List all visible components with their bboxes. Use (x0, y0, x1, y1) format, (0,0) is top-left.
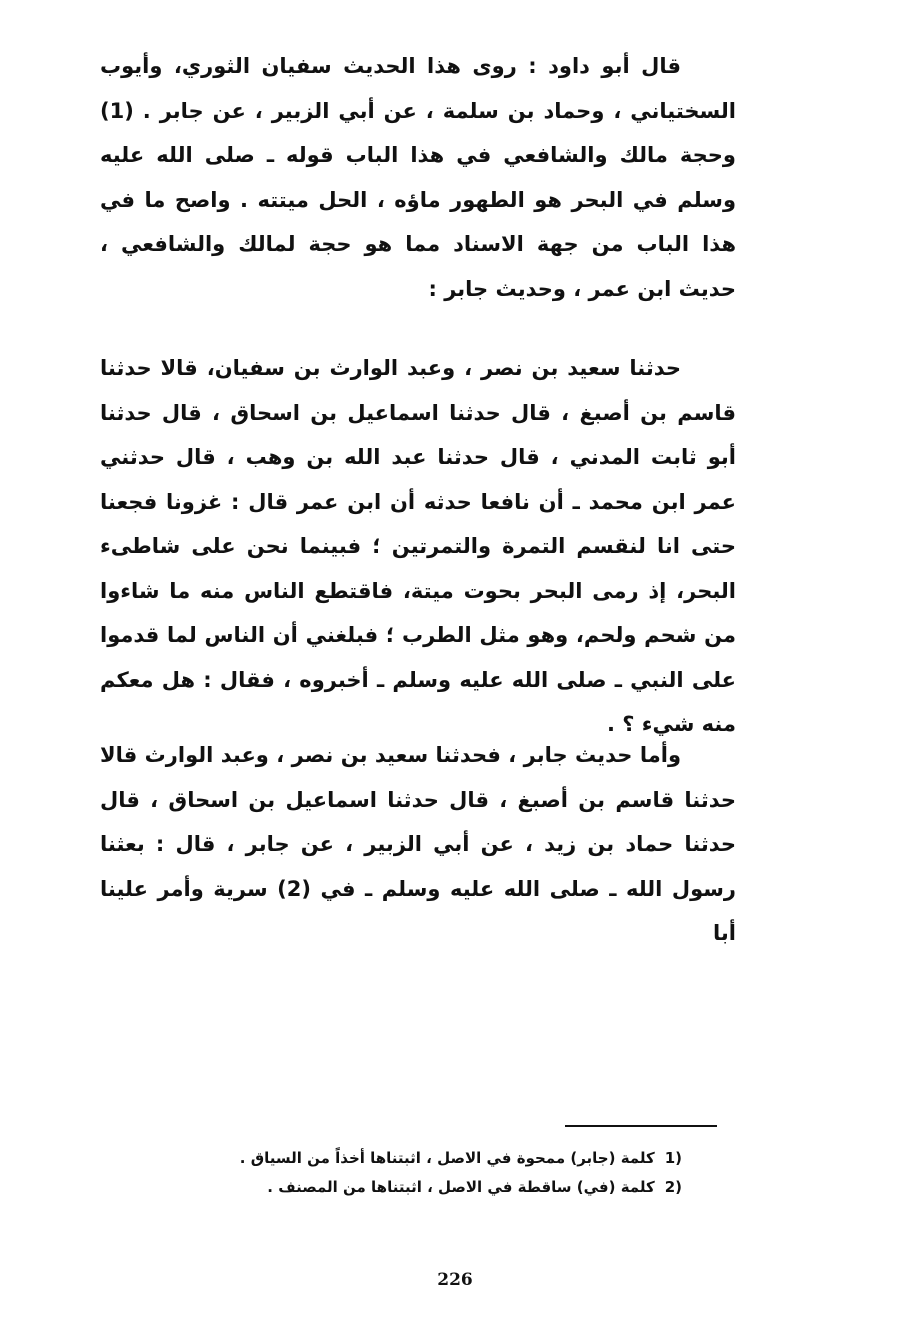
paragraph-jabir-hadith (100, 733, 736, 956)
paragraph-text: قال أبو داود : روى هذا الحديث سفيان الثوري، وأيوب السختياني ، وحماد بن سلمة ، عن أبي الزبير ، عن جابر . (1) وحجة مالك والشافعي في هذا الباب قوله ـ صلى الله عليه وسلم في البحر هو الطهور ماؤه ، الحل ميتته . واصح ما في هذا الباب من جهة الاسناد مما هو حجة لمالك والشافعي ، حديث ابن عمر ، وحديث جابر : (100, 54, 736, 301)
footnote-text: كلمة (جابر) ممحوة في الاصل ، اثبتناها أخذاً من السياق . (239, 1149, 655, 1167)
paragraph-ibn-umar-hadith (100, 346, 736, 747)
paragraph-text: وأما حديث جابر ، فحدثنا سعيد بن نصر ، وعبد الوارث قالا حدثنا قاسم بن أصبغ ، قال حدثنا اسماعيل بن اسحاق ، قال حدثنا حماد بن زيد ، عن أبي الزبير ، عن جابر ، قال : بعثنا رسول الله ـ صلى الله عليه وسلم ـ في (2) سرية وأمر علينا أبا (100, 743, 736, 945)
paragraph-text: حدثنا سعيد بن نصر ، وعبد الوارث بن سفيان، قالا حدثنا قاسم بن أصبغ ، قال حدثنا اسماعيل بن اسحاق ، قال حدثنا أبو ثابت المدني ، قال حدثنا عبد الله بن وهب ، قال حدثني عمر ابن محمد ـ أن نافعا حدثه أن ابن عمر قال : غزونا فجعنا حتى انا لنقسم التمرة والتمرتين ؛ فبينما نحن على شاطىء البحر، إذ رمى البحر بحوت ميتة، فاقتطع الناس منه ما شاءوا من شحم ولحم، وهو مثل الطرب ؛ فبلغني أن الناس لما قدموا على النبي ـ صلى الله عليه وسلم ـ أخبروه ، فقال : هل معكم منه شيء ؟ . (100, 356, 736, 736)
footnote-2 (150, 1173, 682, 1202)
paragraph-abu-dawud (100, 44, 736, 311)
footnote-number: (1 (664, 1149, 682, 1167)
footnotes (150, 1144, 682, 1202)
footnote-1 (150, 1144, 682, 1173)
footnote-text: كلمة (في) ساقطة في الاصل ، اثبتناها من المصنف . (267, 1178, 655, 1196)
footnote-number: (2 (664, 1178, 682, 1196)
footnote-divider (565, 1125, 717, 1127)
page-number: 226 (437, 1270, 473, 1290)
